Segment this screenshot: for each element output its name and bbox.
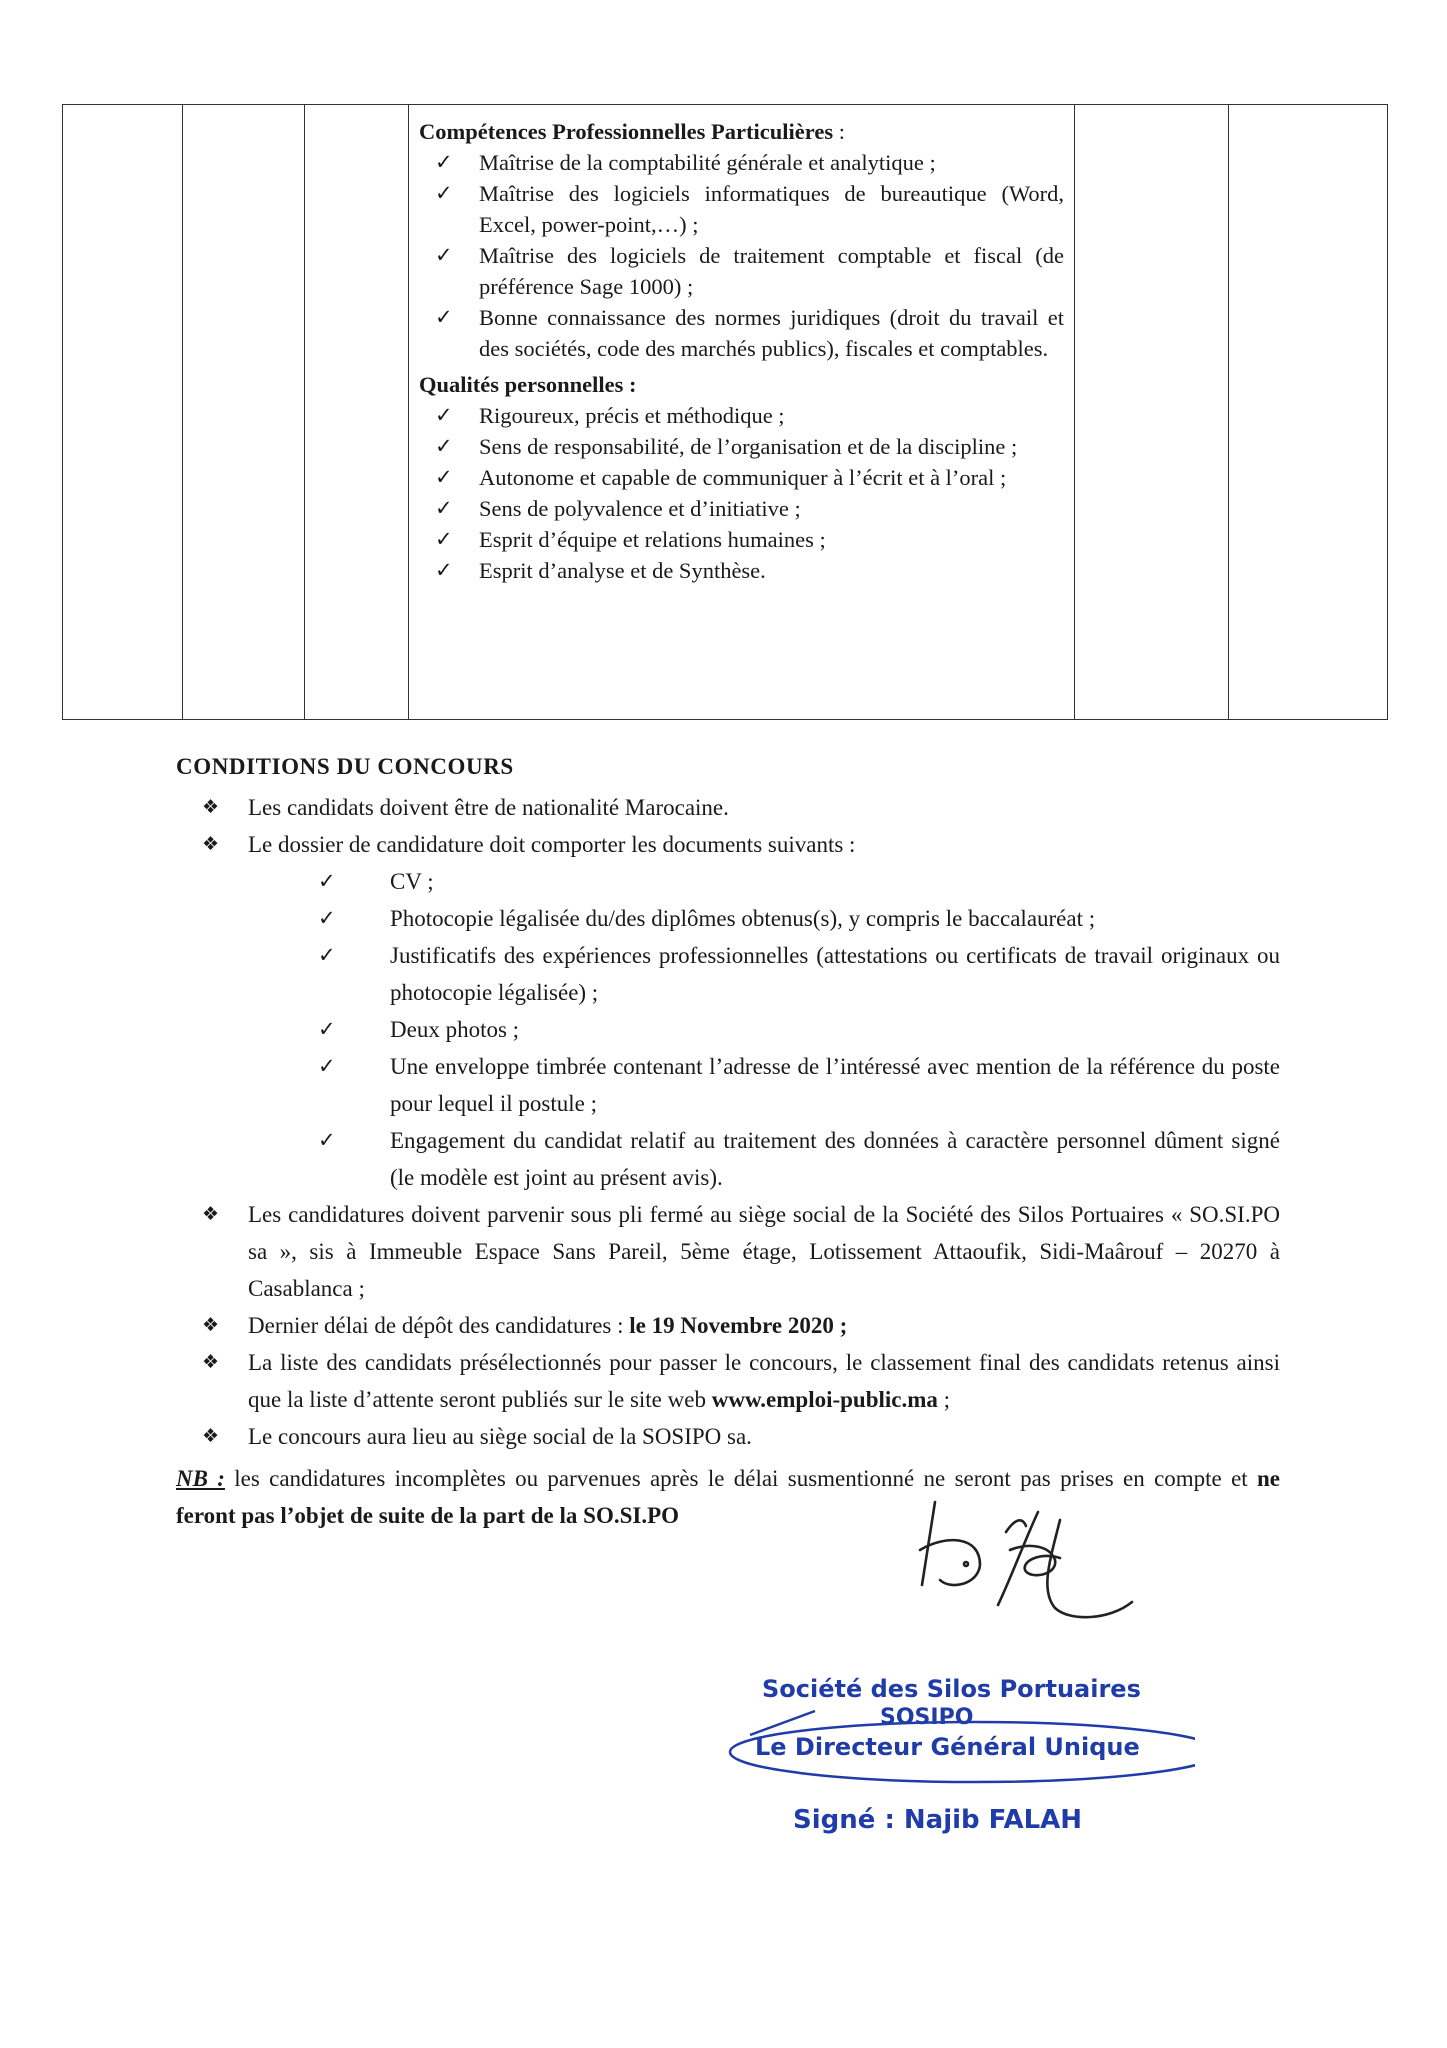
diamond-bullet-icon: ❖ [202,1425,220,1447]
list-item: ✓ Rigoureux, précis et méthodique ; [419,400,1064,431]
check-icon: ✓ [435,403,453,427]
list-item: ✓ Une enveloppe timbrée contenant l’adresse de l’intéressé avec mention de la référence du poste pour lequel il postule ; [318,1048,1280,1122]
diamond-bullet-icon: ❖ [202,1203,220,1225]
diamond-bullet-icon: ❖ [202,796,220,818]
qualites-list [419,400,1064,586]
check-icon: ✓ [318,869,336,893]
list-item: ✓ Justificatifs des expériences professionnelles (attestations ou certificats de travail originaux ou photocopie légalisée) ; [318,937,1280,1011]
profile-cell [409,105,1075,719]
official-stamp [695,1675,1195,1855]
requirements-table [62,104,1388,720]
stamp-acronym: SOSIPO [880,1705,974,1730]
diamond-bullet-icon: ❖ [202,1351,220,1373]
qualites-heading: Qualités personnelles : [419,372,637,397]
deadline-date: le 19 Novembre 2020 ; [629,1313,848,1338]
list-item: ✓ Maîtrise des logiciels informatiques de bureautique (Word, Excel, power-point,…) ; [419,178,1064,240]
list-item: ❖ Les candidatures doivent parvenir sous pli fermé au siège social de la Société des Silos Portuaires « SO.SI.PO sa », sis à Immeuble Espace Sans Pareil, 5ème étage, Lotissement Attaoufik, Sidi-Maârouf – 20270 à Casablanca ; [176,1196,1280,1307]
stamp-signatory: Signé : Najib FALAH [793,1805,1083,1835]
list-item: ✓ Esprit d’équipe et relations humaines ; [419,524,1064,555]
nb-note: NB : les candidatures incomplètes ou parvenues après le délai susmentionné ne seront pas prises en compte et ne feront pas l’objet de suite de la part de la SO.SI.PO [176,1466,1280,1528]
check-icon: ✓ [435,305,453,329]
check-icon: ✓ [318,1017,336,1041]
table-column-3 [305,105,409,719]
check-icon: ✓ [318,1128,336,1152]
list-item: ✓ CV ; [318,863,1280,900]
list-item: ✓ Sens de responsabilité, de l’organisation et de la discipline ; [419,431,1064,462]
stamp-title: Le Directeur Général Unique [755,1733,1140,1761]
documents-list [248,863,1280,1196]
table-column-2 [183,105,305,719]
list-item: ✓ Maîtrise de la comptabilité générale et analytique ; [419,147,1064,178]
website-link[interactable]: www.emploi-public.ma [711,1387,938,1412]
conditions-title: CONDITIONS DU CONCOURS [176,754,514,779]
conditions-section [176,789,1280,1455]
check-icon: ✓ [318,906,336,930]
check-icon: ✓ [318,943,336,967]
table-column-6 [1229,105,1387,719]
list-item: ✓ Autonome et capable de communiquer à l’écrit et à l’oral ; [419,462,1064,493]
nb-bold-text: ne feront pas l’objet de suite de la part de la SO.SI.PO [176,1466,1280,1528]
diamond-bullet-icon: ❖ [202,1314,220,1336]
competences-list [419,147,1064,364]
check-icon: ✓ [435,181,453,205]
list-item: ❖ Le dossier de candidature doit comporter les documents suivants : ✓ CV ; ✓ Photocopie légalisée du/des diplômes obtenus(s), y compris le baccalauréat ; ✓ Justificatifs des expériences professionnelles (attestations ou certificats de travail originaux ou photocopie légalisée) ; ✓ Deux photos ; ✓ Une enveloppe timbrée contenant l’adresse de l’intéressé avec mention de la référence du poste pour lequel il postule ; ✓ Engagement du candidat relatif au traitement des données à caractère personnel dûment signé (le modèle est joint au présent avis). [176,826,1280,1196]
list-item: ✓ Maîtrise des logiciels de traitement comptable et fiscal (de préférence Sage 1000) ; [419,240,1064,302]
list-item: ❖ Dernier délai de dépôt des candidatures : le 19 Novembre 2020 ; [176,1307,1280,1344]
check-icon: ✓ [318,1054,336,1078]
stamp-company-name: Société des Silos Portuaires [762,1675,1141,1703]
table-column-5 [1075,105,1229,719]
check-icon: ✓ [435,150,453,174]
check-icon: ✓ [435,465,453,489]
handwritten-signature [910,1480,1150,1630]
list-item: ❖ Les candidats doivent être de nationalité Marocaine. [176,789,1280,826]
list-item: ❖ La liste des candidats présélectionnés pour passer le concours, le classement final des candidats retenus ainsi que la liste d’attente seront publiés sur le site web www.emploi-public.ma ; [176,1344,1280,1418]
conditions-list [176,789,1280,1455]
diamond-bullet-icon: ❖ [202,833,220,855]
list-item: ✓ Bonne connaissance des normes juridiques (droit du travail et des sociétés, code des marchés publics), fiscales et comptables. [419,302,1064,364]
list-item: ✓ Photocopie légalisée du/des diplômes obtenus(s), y compris le baccalauréat ; [318,900,1280,937]
check-icon: ✓ [435,496,453,520]
list-item: ✓ Engagement du candidat relatif au traitement des données à caractère personnel dûment signé (le modèle est joint au présent avis). [318,1122,1280,1196]
competences-heading: Compétences Professionnelles Particulières : [419,119,845,144]
list-item: ✓ Esprit d’analyse et de Synthèse. [419,555,1064,586]
check-icon: ✓ [435,527,453,551]
list-item: ❖ Le concours aura lieu au siège social de la SOSIPO sa. [176,1418,1280,1455]
list-item: ✓ Deux photos ; [318,1011,1280,1048]
check-icon: ✓ [435,558,453,582]
check-icon: ✓ [435,243,453,267]
nb-label: NB : [176,1466,225,1491]
list-item: ✓ Sens de polyvalence et d’initiative ; [419,493,1064,524]
check-icon: ✓ [435,434,453,458]
table-column-1 [63,105,183,719]
